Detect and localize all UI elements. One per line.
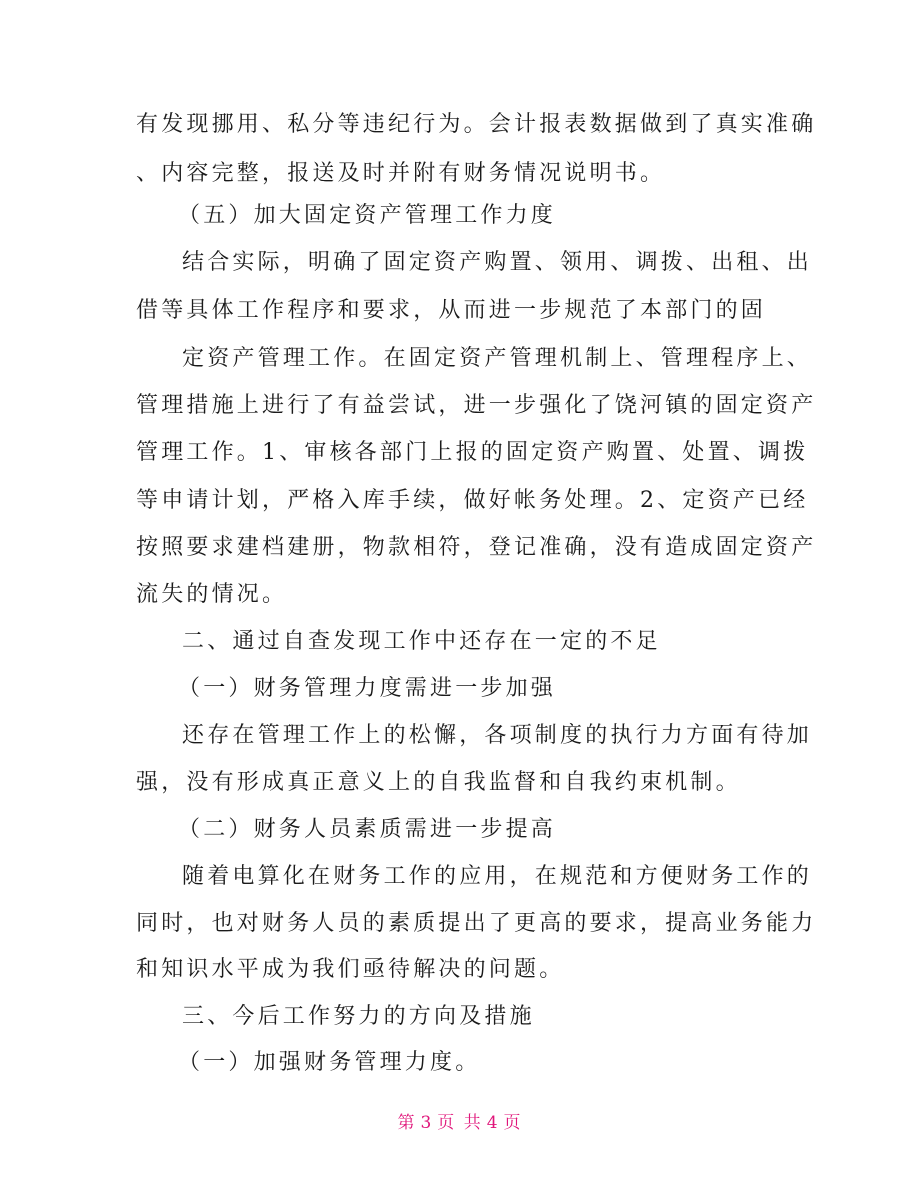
section-heading: 二、通过自查发现工作中还存在一定的不足 (182, 629, 661, 654)
footer-total-pages: 4 (486, 1113, 500, 1133)
subsection-heading: （一）加强财务管理力度。 (178, 1050, 481, 1075)
text-line: 定资产管理工作。在固定资产管理机制上、管理程序上、 (182, 346, 813, 371)
text-line: 有发现挪用、私分等违纪行为。会计报表数据做到了真实准确 (136, 112, 817, 137)
section-heading: （五）加大固定资产管理工作力度 (178, 203, 557, 228)
text-line: 结合实际，明确了固定资产购置、领用、调拨、出租、出 (182, 250, 813, 275)
text-line: 和知识水平成为我们亟待解决的问题。 (136, 957, 565, 982)
footer-suffix: 页 (503, 1113, 523, 1133)
subsection-heading: （一）财务管理力度需进一步加强 (178, 676, 557, 701)
text-line: 、内容完整，报送及时并附有财务情况说明书。 (136, 161, 666, 186)
footer-middle: 页 共 (437, 1113, 483, 1133)
subsection-heading: （二）财务人员素质需进一步提高 (178, 817, 557, 842)
section-heading: 三、今后工作努力的方向及措施 (182, 1004, 535, 1029)
text-line: 借等具体工作程序和要求，从而进一步规范了本部门的固 (136, 298, 767, 323)
text-line: 流失的情况。 (136, 582, 288, 607)
page-footer (0, 1110, 920, 1136)
text-line: 管理工作。1、审核各部门上报的固定资产购置、处置、调拨 (136, 440, 809, 465)
text-line: 等申请计划，严格入库手续，做好帐务处理。2、定资产已经 (136, 488, 809, 513)
text-line: 强，没有形成真正意义上的自我监督和自我约束机制。 (136, 770, 741, 795)
text-line: 同时，也对财务人员的素质提出了更高的要求，提高业务能力 (136, 911, 817, 936)
footer-page-number: 3 (420, 1113, 434, 1133)
text-line: 随着电算化在财务工作的应用，在规范和方便财务工作的 (182, 864, 813, 889)
footer-prefix: 第 (397, 1113, 417, 1133)
text-line: 管理措施上进行了有益尝试，进一步强化了饶河镇的固定资产 (136, 393, 817, 418)
text-line: 还存在管理工作上的松懈，各项制度的执行力方面有待加 (182, 723, 813, 748)
text-line: 按照要求建档建册，物款相符，登记准确，没有造成固定资产 (136, 535, 817, 560)
